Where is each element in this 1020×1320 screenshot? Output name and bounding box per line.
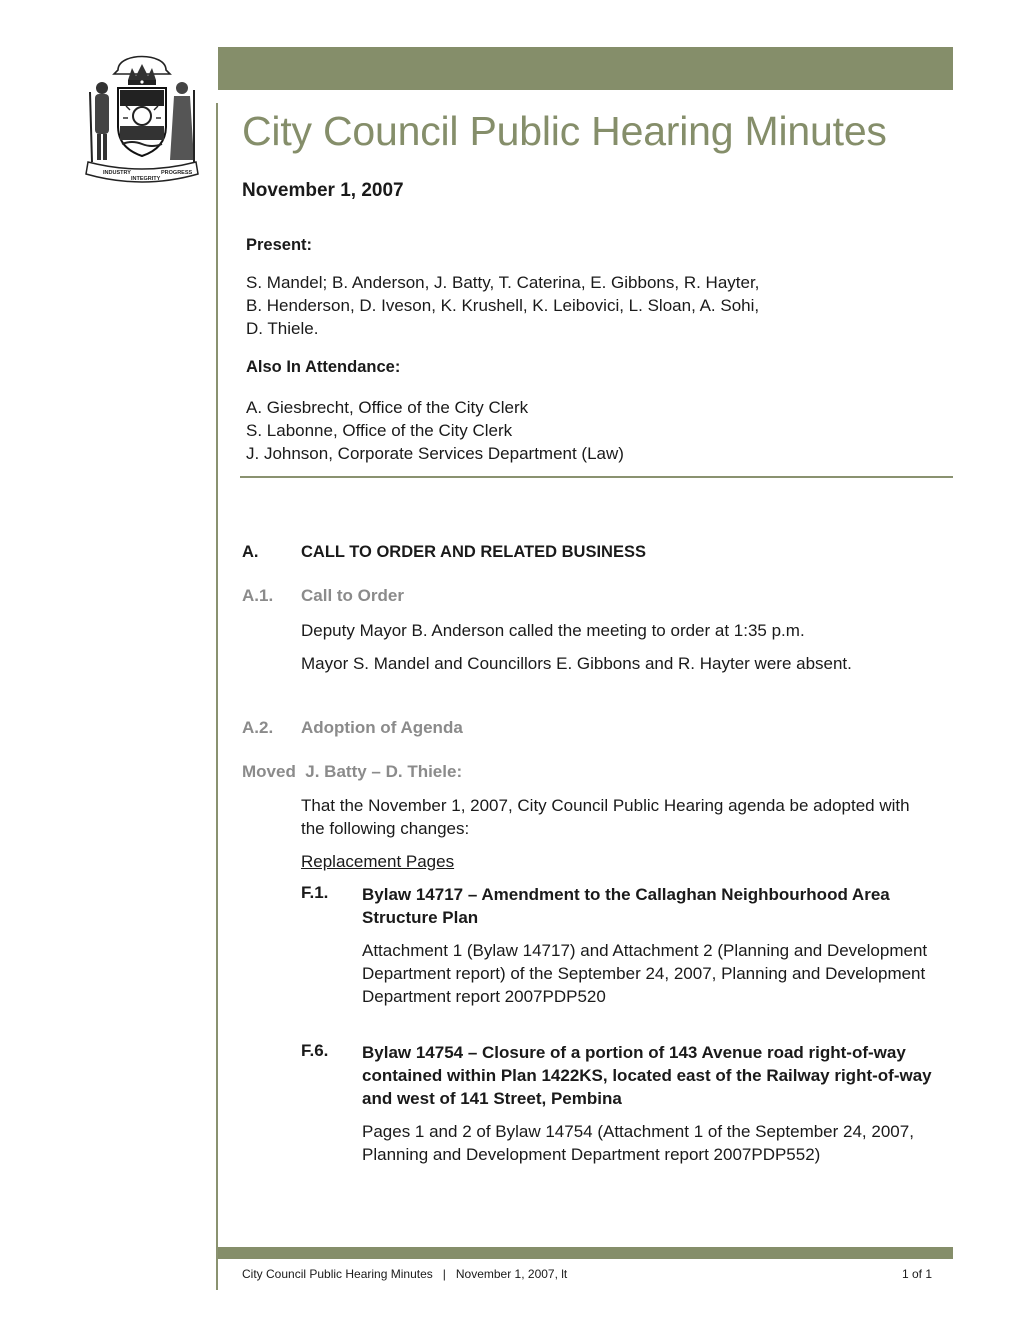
city-crest-logo bbox=[78, 44, 206, 192]
footer-text: City Council Public Hearing Minutes | November 1, 2007, lt bbox=[242, 1267, 568, 1281]
left-margin-rule bbox=[216, 103, 218, 1290]
present-names bbox=[246, 271, 886, 340]
crest-motto-1: INDUSTRY bbox=[103, 170, 131, 176]
meeting-date: November 1, 2007 bbox=[242, 180, 404, 201]
present-line: D. Thiele. bbox=[246, 319, 319, 338]
item-f6-description: Pages 1 and 2 of Bylaw 14754 (Attachment 1 of the September 24, 2007, Planning and Development Department report 2007PDP552) bbox=[362, 1122, 914, 1164]
motion-text: That the November 1, 2007, City Council Public Hearing agenda be adopted with the following changes: bbox=[301, 796, 910, 838]
attendance-list bbox=[246, 396, 886, 465]
item-a2-number: A.2. bbox=[242, 718, 274, 737]
motion-moved-by: Moved J. Batty – D. Thiele: bbox=[242, 762, 463, 781]
item-a1-paragraph-2: Mayor S. Mandel and Councillors E. Gibbons and R. Hayter were absent. bbox=[301, 654, 852, 673]
present-label: Present: bbox=[246, 236, 313, 254]
item-f1-description: Attachment 1 (Bylaw 14717) and Attachment 2 (Planning and Development Department report) of the September 24, 2007, Planning and Development Department report 2007PDP520 bbox=[362, 941, 928, 1006]
crest-top-text bbox=[118, 44, 166, 46]
item-f6-title: Bylaw 14754 – Closure of a portion of 143 Avenue road right-of-way contained within Plan 1422KS, located east of the Railway right-of-way and west of 141 Street, Pembina bbox=[362, 1043, 932, 1108]
page-number: 1 of 1 bbox=[901, 1267, 932, 1281]
attendance-line: A. Giesbrecht, Office of the City Clerk bbox=[246, 398, 529, 417]
item-a1-number: A.1. bbox=[242, 586, 274, 605]
item-a1-paragraph-1: Deputy Mayor B. Anderson called the meeting to order at 1:35 p.m. bbox=[301, 621, 805, 640]
crest-right-supporter-icon bbox=[170, 82, 194, 162]
footer-color-bar bbox=[218, 1247, 953, 1259]
also-in-attendance-label: Also In Attendance: bbox=[246, 358, 401, 376]
page-title: City Council Public Hearing Minutes bbox=[242, 108, 887, 154]
section-divider bbox=[240, 476, 953, 478]
present-line: S. Mandel; B. Anderson, J. Batty, T. Caterina, E. Gibbons, R. Hayter, bbox=[246, 273, 760, 292]
crest-motto-3: PROGRESS bbox=[161, 170, 193, 176]
section-a-number: A. bbox=[242, 543, 259, 561]
attendance-line: J. Johnson, Corporate Services Department (Law) bbox=[246, 444, 624, 463]
header-color-bar bbox=[218, 47, 953, 90]
crest-left-supporter-icon bbox=[90, 82, 109, 162]
section-a-title: CALL TO ORDER AND RELATED BUSINESS bbox=[301, 543, 646, 561]
replacement-pages-heading: Replacement Pages bbox=[301, 852, 455, 871]
item-a1-title: Call to Order bbox=[301, 586, 404, 605]
attendance-line: S. Labonne, Office of the City Clerk bbox=[246, 421, 513, 440]
item-a2-title: Adoption of Agenda bbox=[301, 718, 463, 737]
svg-text:EDMONTON bbox=[118, 44, 166, 46]
item-f1-number: F.1. bbox=[301, 883, 329, 902]
item-f1-title: Bylaw 14717 – Amendment to the Callaghan Neighbourhood Area Structure Plan bbox=[362, 885, 890, 927]
item-f6-number: F.6. bbox=[301, 1041, 329, 1060]
present-line: B. Henderson, D. Iveson, K. Krushell, K. Leibovici, L. Sloan, A. Sohi, bbox=[246, 296, 760, 315]
crest-motto-2: INTEGRITY bbox=[131, 176, 161, 182]
